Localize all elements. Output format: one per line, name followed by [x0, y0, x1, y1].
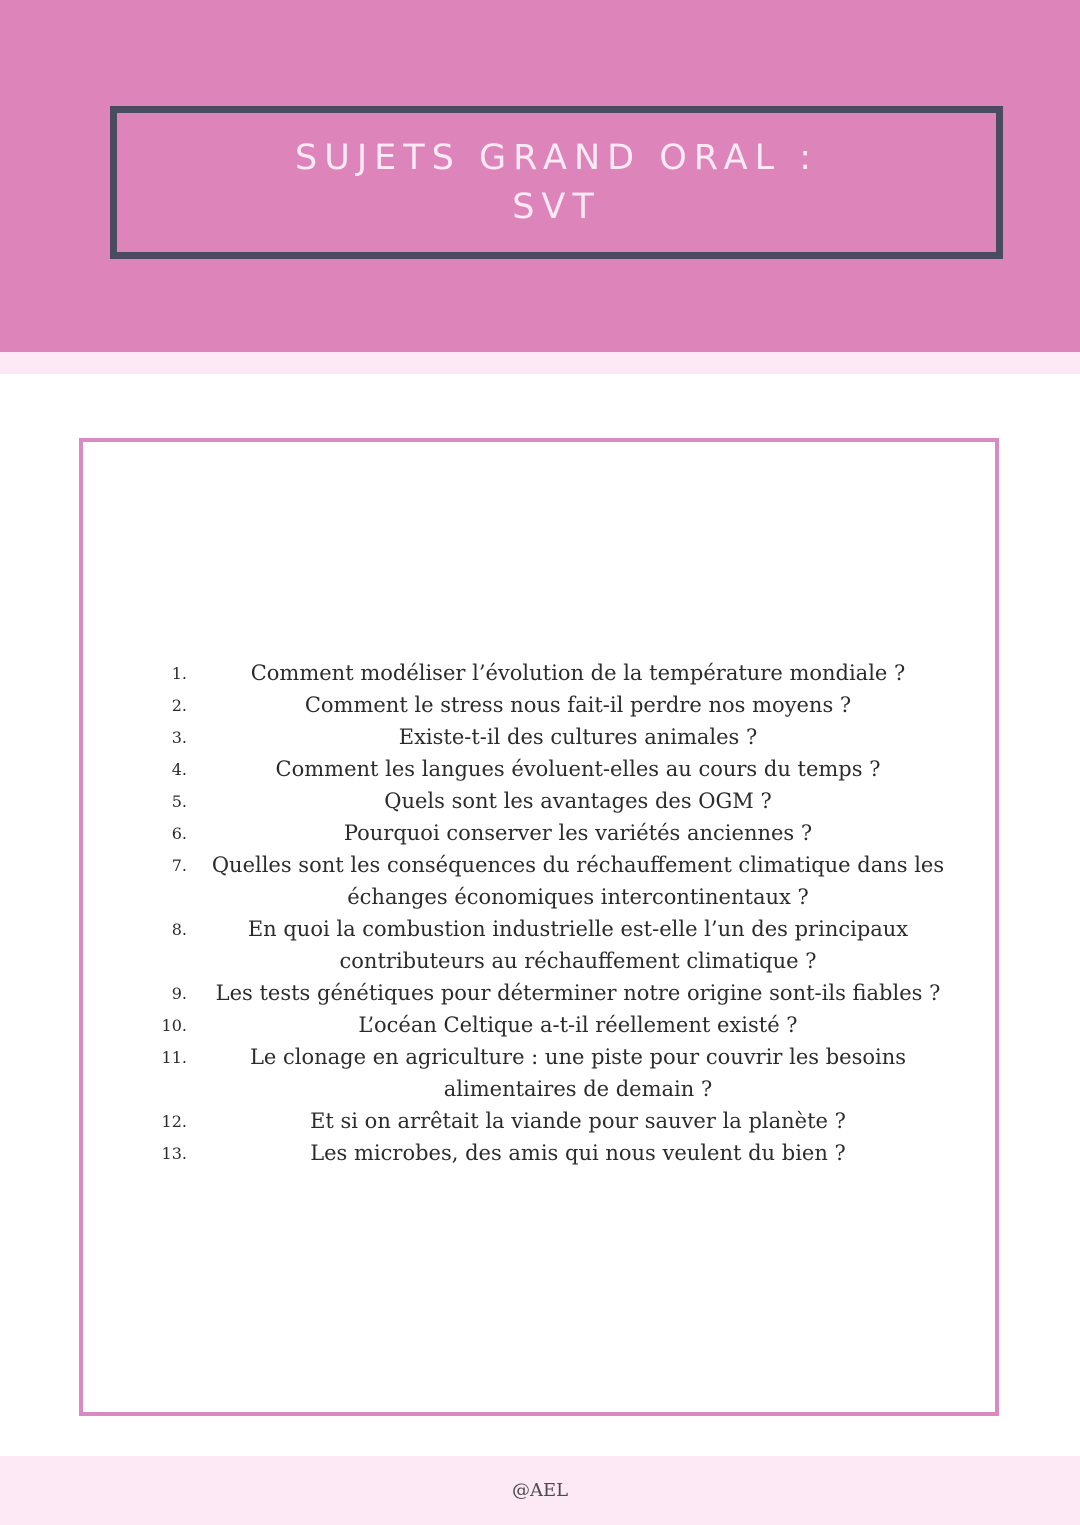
topic-item [155, 753, 967, 785]
topic-question: Le clonage en agriculture : une piste pour couvrir les besoins alimentaires de demain ? [249, 1045, 907, 1101]
topic-number: 11. [161, 1048, 187, 1067]
topic-number: 9. [171, 984, 187, 1003]
topic-item [155, 1105, 967, 1137]
topic-number: 5. [171, 792, 187, 811]
topic-question: En quoi la combustion industrielle est-elle l’un des principaux contributeurs au réchauffement climatique ? [247, 917, 909, 973]
topic-item [155, 977, 967, 1009]
title-line-2: SVT [512, 186, 601, 227]
topic-item [155, 657, 967, 689]
topic-number: 1. [171, 664, 187, 683]
topic-question: Comment le stress nous fait-il perdre nos moyens ? [304, 693, 852, 717]
topic-question: Comment les langues évoluent-elles au cours du temps ? [275, 757, 881, 781]
topic-list [155, 657, 967, 1169]
topic-number: 6. [171, 824, 187, 843]
topic-item [155, 817, 967, 849]
topic-question: Existe-t-il des cultures animales ? [398, 725, 758, 749]
topic-number: 10. [161, 1016, 187, 1035]
topic-number: 2. [171, 696, 187, 715]
header-strip [0, 352, 1080, 374]
topic-item [155, 785, 967, 817]
topic-item [155, 849, 967, 913]
topic-question: Et si on arrêtait la viande pour sauver la planète ? [310, 1109, 846, 1133]
topic-item [155, 1009, 967, 1041]
topic-question: Pourquoi conserver les variétés anciennes ? [343, 821, 813, 845]
topic-number: 4. [171, 760, 187, 779]
footer [0, 1456, 1080, 1525]
topic-item [155, 721, 967, 753]
topic-number: 8. [171, 920, 187, 939]
topic-question: L’océan Celtique a-t-il réellement existé ? [358, 1013, 798, 1037]
topic-question: Comment modéliser l’évolution de la température mondiale ? [250, 661, 906, 685]
topic-question: Quelles sont les conséquences du réchauffement climatique dans les échanges économiques intercontinentaux ? [211, 853, 945, 909]
topic-question: Quels sont les avantages des OGM ? [384, 789, 772, 813]
topic-question: Les tests génétiques pour déterminer notre origine sont-ils fiables ? [215, 981, 941, 1005]
topic-number: 13. [161, 1144, 187, 1163]
topic-item [155, 689, 967, 721]
title-box [110, 106, 1003, 259]
topic-item [155, 913, 967, 977]
topic-question: Les microbes, des amis qui nous veulent du bien ? [310, 1141, 846, 1165]
topic-number: 3. [171, 728, 187, 747]
topic-number: 7. [171, 856, 187, 875]
topic-number: 12. [161, 1112, 187, 1131]
topic-item [155, 1041, 967, 1105]
title-line-1: SUJETS GRAND ORAL : [294, 137, 819, 178]
topic-item [155, 1137, 967, 1169]
footer-handle: @AEL [511, 1480, 569, 1501]
